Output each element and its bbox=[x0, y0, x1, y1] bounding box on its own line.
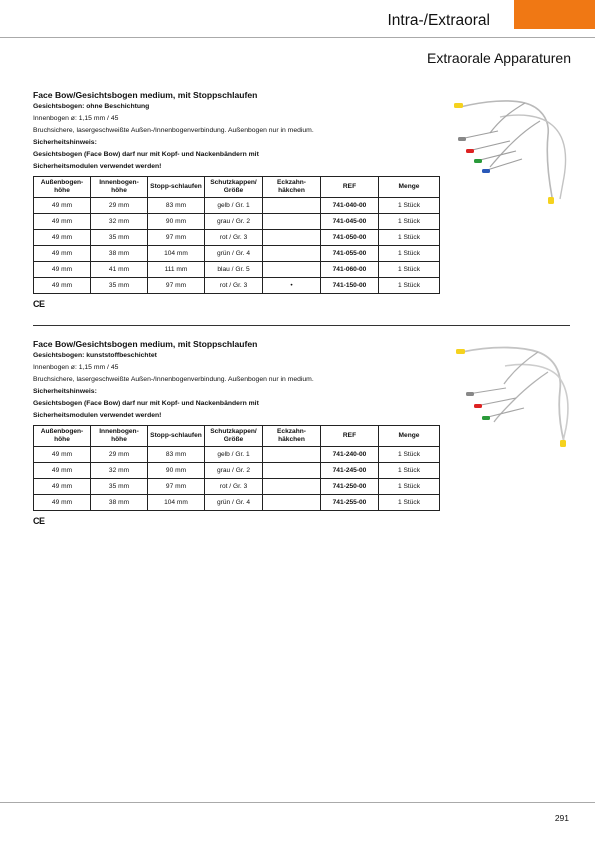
ref-cell: 741-240-00 bbox=[321, 447, 379, 463]
table-cell: 49 mm bbox=[34, 246, 91, 262]
column-header: Menge bbox=[379, 177, 440, 198]
face-bow-image-uncoated bbox=[440, 95, 575, 210]
table-cell: 49 mm bbox=[34, 214, 91, 230]
table-cell: 49 mm bbox=[34, 495, 91, 511]
table-cell bbox=[263, 447, 321, 463]
table-cell: 97 mm bbox=[148, 479, 205, 495]
face-bow-image-coated bbox=[450, 342, 580, 454]
table-cell bbox=[263, 246, 321, 262]
ref-cell: 741-045-00 bbox=[321, 214, 379, 230]
section-heading: Extraorale Apparaturen bbox=[427, 50, 571, 66]
table-cell: 49 mm bbox=[34, 447, 91, 463]
product-spec: Innenbogen ø: 1,15 mm / 45 bbox=[33, 115, 119, 122]
table-cell: 83 mm bbox=[148, 447, 205, 463]
table-cell: grün / Gr. 4 bbox=[205, 246, 263, 262]
table-cell: rot / Gr. 3 bbox=[205, 230, 263, 246]
header-divider bbox=[0, 37, 595, 38]
table-cell: 111 mm bbox=[148, 262, 205, 278]
product-title: Face Bow/Gesichtsbogen medium, mit Stoppschlaufen bbox=[33, 339, 258, 349]
canine-hook-marker: • bbox=[263, 278, 321, 294]
product-description: Bruchsichere, lasergeschweißte Außen-/Innenbogenverbindung. Außenbogen nur in medium. bbox=[33, 127, 314, 134]
table-cell bbox=[263, 495, 321, 511]
column-header: REF bbox=[321, 177, 379, 198]
table-cell bbox=[263, 262, 321, 278]
table-cell: 83 mm bbox=[148, 198, 205, 214]
ref-cell: 741-250-00 bbox=[321, 479, 379, 495]
column-header: Schutzkappen/ Größe bbox=[205, 177, 263, 198]
ref-cell: 741-150-00 bbox=[321, 278, 379, 294]
column-header: Außenbogen-höhe bbox=[34, 177, 91, 198]
table-cell: 1 Stück bbox=[379, 463, 440, 479]
ref-cell: 741-245-00 bbox=[321, 463, 379, 479]
page-number: 291 bbox=[554, 813, 569, 823]
product-spec: Innenbogen ø: 1,15 mm / 45 bbox=[33, 364, 119, 371]
table-cell: grau / Gr. 2 bbox=[205, 214, 263, 230]
product-description: Bruchsichere, lasergeschweißte Außen-/Innenbogenverbindung. Außenbogen nur in medium. bbox=[33, 376, 314, 383]
table-cell: 1 Stück bbox=[379, 495, 440, 511]
table-cell: grau / Gr. 2 bbox=[205, 463, 263, 479]
product-block-1 bbox=[33, 90, 439, 309]
table-cell: 90 mm bbox=[148, 463, 205, 479]
chapter-title: Intra-/Extraoral bbox=[387, 12, 490, 29]
table-cell: 29 mm bbox=[91, 447, 148, 463]
column-header: Eckzahn-häkchen bbox=[263, 426, 321, 447]
section-color-tab bbox=[514, 0, 595, 29]
table-cell: 49 mm bbox=[34, 479, 91, 495]
product-divider bbox=[33, 325, 570, 326]
product-table bbox=[33, 176, 440, 294]
table-cell: 29 mm bbox=[91, 198, 148, 214]
column-header: Stopp-schlaufen bbox=[148, 177, 205, 198]
column-header: Menge bbox=[379, 426, 440, 447]
column-header: Innenbogen-höhe bbox=[91, 426, 148, 447]
safety-note-line: Gesichtsbogen (Face Bow) darf nur mit Kopf- und Nackenbändern mit bbox=[33, 400, 259, 407]
table-cell: 1 Stück bbox=[379, 246, 440, 262]
table-row bbox=[34, 479, 440, 495]
table-cell: rot / Gr. 3 bbox=[205, 479, 263, 495]
safety-note-title: Sicherheitshinweis: bbox=[33, 139, 97, 146]
table-cell: 49 mm bbox=[34, 230, 91, 246]
column-header: Außenbogen-höhe bbox=[34, 426, 91, 447]
product-block-2 bbox=[33, 339, 439, 526]
table-row bbox=[34, 495, 440, 511]
safety-note-line: Sicherheitsmodulen verwendet werden! bbox=[33, 412, 162, 419]
table-cell: 1 Stück bbox=[379, 262, 440, 278]
column-header: Stopp-schlaufen bbox=[148, 426, 205, 447]
table-cell: 49 mm bbox=[34, 463, 91, 479]
table-row bbox=[34, 463, 440, 479]
table-cell: 49 mm bbox=[34, 262, 91, 278]
table-cell: 1 Stück bbox=[379, 198, 440, 214]
column-header: Innenbogen-höhe bbox=[91, 177, 148, 198]
table-cell: 35 mm bbox=[91, 479, 148, 495]
table-cell: grün / Gr. 4 bbox=[205, 495, 263, 511]
column-header: REF bbox=[321, 426, 379, 447]
table-row bbox=[34, 278, 440, 294]
table-header-row bbox=[34, 177, 440, 198]
table-cell: 97 mm bbox=[148, 278, 205, 294]
safety-note-title: Sicherheitshinweis: bbox=[33, 388, 97, 395]
table-cell: 1 Stück bbox=[379, 230, 440, 246]
column-header: Schutzkappen/ Größe bbox=[205, 426, 263, 447]
table-cell bbox=[263, 463, 321, 479]
table-cell: 38 mm bbox=[91, 246, 148, 262]
table-cell: 35 mm bbox=[91, 230, 148, 246]
product-subtitle: Gesichtsbogen: ohne Beschichtung bbox=[33, 103, 150, 110]
product-title: Face Bow/Gesichtsbogen medium, mit Stoppschlaufen bbox=[33, 90, 258, 100]
table-header-row bbox=[34, 426, 440, 447]
table-cell: 104 mm bbox=[148, 246, 205, 262]
table-cell: 1 Stück bbox=[379, 447, 440, 463]
table-cell: 1 Stück bbox=[379, 214, 440, 230]
table-cell: 35 mm bbox=[91, 278, 148, 294]
table-cell bbox=[263, 230, 321, 246]
column-header: Eckzahn-häkchen bbox=[263, 177, 321, 198]
product-subtitle: Gesichtsbogen: kunststoffbeschichtet bbox=[33, 352, 157, 359]
table-row bbox=[34, 447, 440, 463]
table-cell bbox=[263, 198, 321, 214]
table-row bbox=[34, 230, 440, 246]
ref-cell: 741-040-00 bbox=[321, 198, 379, 214]
table-cell: 38 mm bbox=[91, 495, 148, 511]
table-cell: rot / Gr. 3 bbox=[205, 278, 263, 294]
table-cell: 104 mm bbox=[148, 495, 205, 511]
table-cell: 32 mm bbox=[91, 463, 148, 479]
table-cell: 49 mm bbox=[34, 278, 91, 294]
ref-cell: 741-255-00 bbox=[321, 495, 379, 511]
ref-cell: 741-060-00 bbox=[321, 262, 379, 278]
table-cell: gelb / Gr. 1 bbox=[205, 198, 263, 214]
ce-mark: CE bbox=[33, 299, 45, 309]
table-row bbox=[34, 214, 440, 230]
table-cell: 90 mm bbox=[148, 214, 205, 230]
product-table bbox=[33, 425, 440, 511]
table-cell: 49 mm bbox=[34, 198, 91, 214]
table-cell: 32 mm bbox=[91, 214, 148, 230]
safety-note-line: Sicherheitsmodulen verwendet werden! bbox=[33, 163, 162, 170]
table-row bbox=[34, 246, 440, 262]
table-cell bbox=[263, 214, 321, 230]
table-cell: 41 mm bbox=[91, 262, 148, 278]
table-row bbox=[34, 198, 440, 214]
table-cell: blau / Gr. 5 bbox=[205, 262, 263, 278]
safety-note-line: Gesichtsbogen (Face Bow) darf nur mit Kopf- und Nackenbändern mit bbox=[33, 151, 259, 158]
table-cell: gelb / Gr. 1 bbox=[205, 447, 263, 463]
footer-divider bbox=[0, 802, 595, 803]
table-cell: 1 Stück bbox=[379, 278, 440, 294]
ref-cell: 741-050-00 bbox=[321, 230, 379, 246]
ce-mark: CE bbox=[33, 516, 45, 526]
table-row bbox=[34, 262, 440, 278]
table-cell: 1 Stück bbox=[379, 479, 440, 495]
ref-cell: 741-055-00 bbox=[321, 246, 379, 262]
table-cell bbox=[263, 479, 321, 495]
table-cell: 97 mm bbox=[148, 230, 205, 246]
